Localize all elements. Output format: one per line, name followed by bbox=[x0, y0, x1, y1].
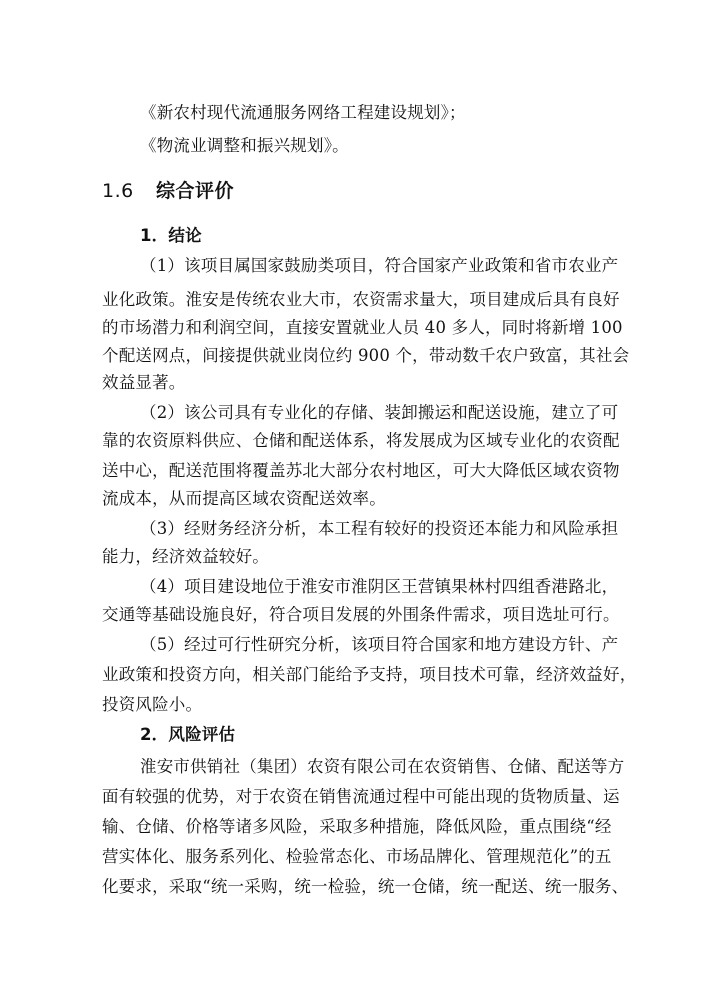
paragraph-line: 效益显著。 bbox=[102, 373, 186, 392]
paragraph-line: 投资风险小。 bbox=[102, 695, 203, 714]
paragraph-line: 业政策和投资方向，相关部门能给予支持，项目技术可靠，经济效益好， bbox=[102, 665, 637, 684]
reference-line: 《物流业调整和振兴规划》。 bbox=[140, 136, 349, 155]
subheading-risk: 2．风险评估 bbox=[140, 725, 236, 744]
paragraph-line: 能力，经济效益较好。 bbox=[102, 547, 269, 566]
paragraph-line: （3）经财务经济分析，本工程有较好的投资还本能力和风险承担 bbox=[140, 519, 619, 538]
paragraph-line: （1）该项目属国家鼓励类项目，符合国家产业政策和省市农业产 bbox=[140, 256, 619, 275]
paragraph-line: 交通等基础设施良好，符合项目发展的外围条件需求，项目选址可行。 bbox=[102, 605, 620, 624]
paragraph-line: 业化政策。淮安是传统农业大市，农资需求量大，项目建成后具有良好 bbox=[102, 290, 620, 309]
paragraph-line: 输、仓储、价格等诸多风险，采取多种措施，降低风险，重点围绕“经 bbox=[102, 817, 612, 836]
paragraph-line: 送中心，配送范围将覆盖苏北大部分农村地区，可大大降低区域农资物 bbox=[102, 461, 620, 480]
reference-line: 《新农村现代流通服务网络工程建设规划》； bbox=[140, 103, 466, 122]
paragraph-line: 营实体化、服务系列化、检验常态化、市场品牌化、管理规范化”的五 bbox=[102, 847, 612, 866]
paragraph-line: （2）该公司具有专业化的存储、装卸搬运和配送设施，建立了可 bbox=[140, 403, 619, 422]
paragraph-line: 流成本，从而提高区域农资配送效率。 bbox=[102, 489, 386, 508]
paragraph-line: 个配送网点，间接提供就业岗位约 900 个，带动数千农户致富，其社会 bbox=[102, 346, 630, 365]
paragraph-line: （4）项目建设地位于淮安市淮阴区王营镇果林村四组香港路北， bbox=[140, 577, 619, 596]
paragraph-line: （5）经过可行性研究分析，该项目符合国家和地方建设方针、产 bbox=[140, 635, 619, 654]
paragraph-line: 淮安市供销社（集团）农资有限公司在农资销售、仓储、配送等方 bbox=[140, 757, 625, 776]
section-title: 综合评价 bbox=[156, 180, 235, 202]
paragraph-line: 面有较强的优势，对于农资在销售流通过程中可能出现的货物质量、运 bbox=[102, 787, 620, 806]
section-heading bbox=[102, 180, 234, 202]
paragraph-line: 靠的农资原料供应、仓储和配送体系，将发展成为区域专业化的农资配 bbox=[102, 431, 620, 450]
paragraph-line: 化要求，采取“统一采购，统一检验，统一仓储，统一配送、统一服务、 bbox=[102, 877, 629, 896]
section-number: 1.6 bbox=[102, 180, 134, 202]
paragraph-line: 的市场潜力和利润空间，直接安置就业人员 40 多人，同时将新增 100 bbox=[102, 318, 623, 337]
subheading-conclusion: 1．结论 bbox=[140, 226, 202, 245]
